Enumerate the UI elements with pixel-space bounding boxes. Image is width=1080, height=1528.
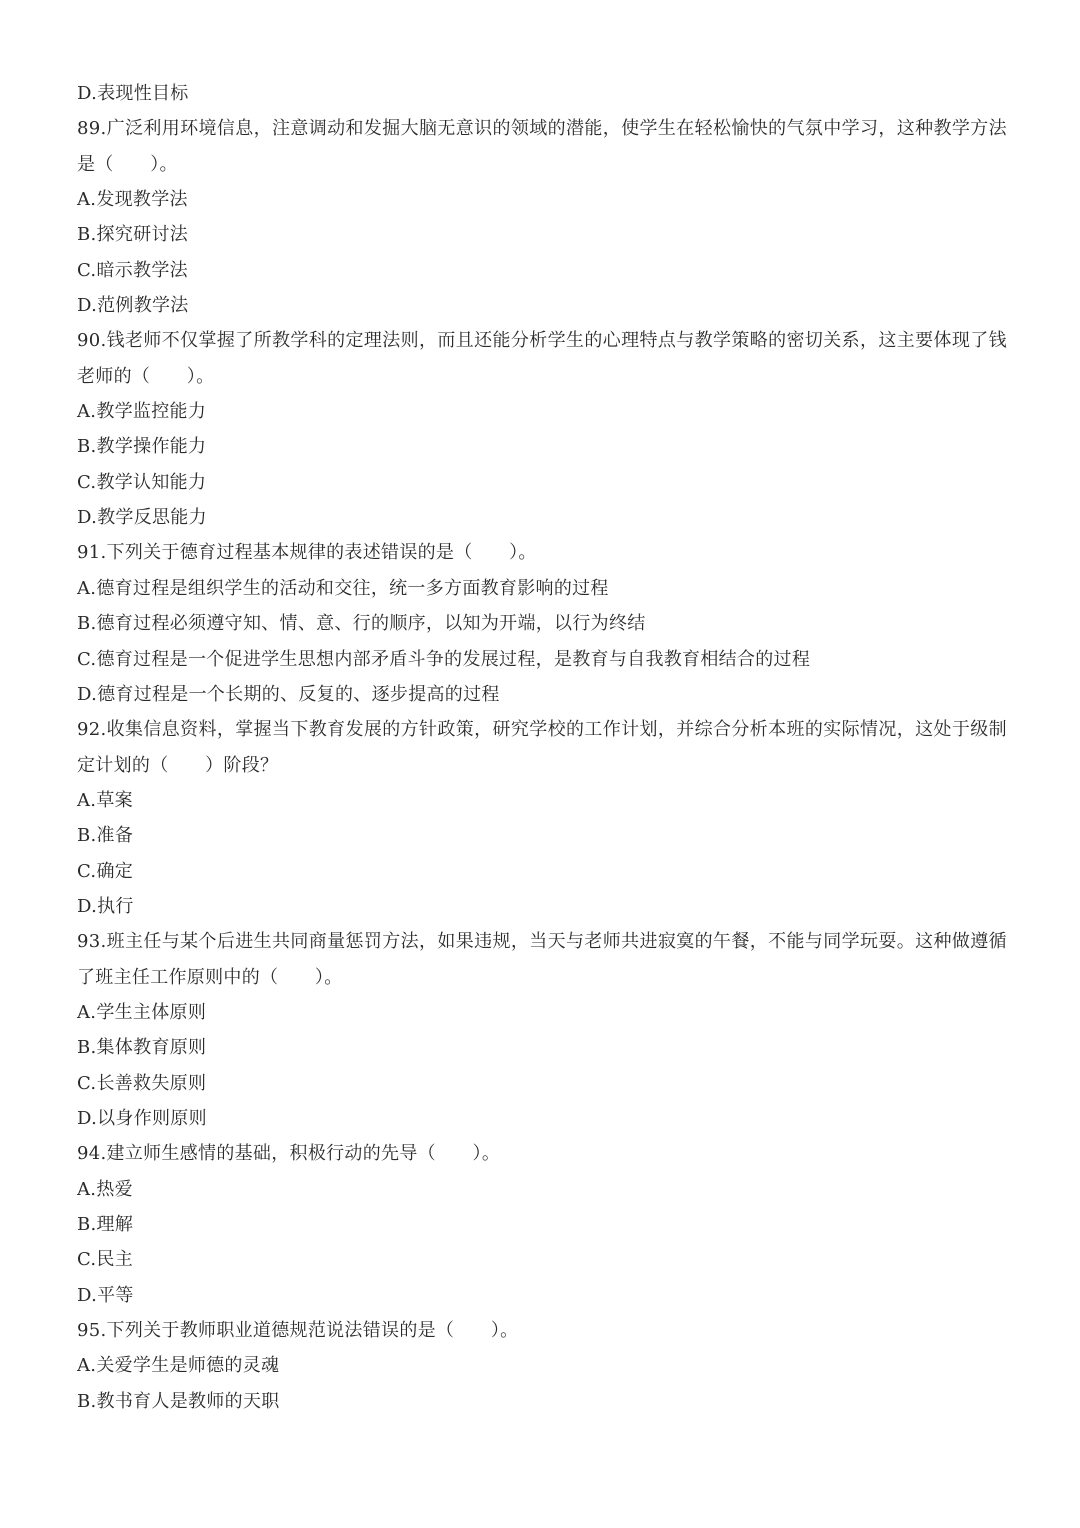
option-item: A.教学监控能力 <box>77 401 207 423</box>
question-block <box>77 712 1007 924</box>
question-stem: 91.下列关于德育过程基本规律的表述错误的是（ ）。 <box>77 542 537 564</box>
option-item: B.教学操作能力 <box>77 436 207 458</box>
question-block <box>77 111 1007 323</box>
question-block <box>77 1313 1007 1419</box>
option-item: A.关爱学生是师德的灵魂 <box>77 1355 280 1377</box>
question-stem: 92.收集信息资料，掌握当下教育发展的方针政策，研究学校的工作计划，并综合分析本班的实际情况，这处于级制定计划的（ ）阶段？ <box>77 719 1007 776</box>
question-stem: 89.广泛利用环境信息，注意调动和发掘大脑无意识的领域的潜能，使学生在轻松愉快的气氛中学习，这种教学方法是（ ）。 <box>77 118 1007 175</box>
question-block <box>77 924 1007 1136</box>
option-item: B.德育过程必须遵守知、情、意、行的顺序，以知为开端，以行为终结 <box>77 613 646 635</box>
option-item: A.热爱 <box>77 1178 133 1200</box>
option-item: C.德育过程是一个促进学生思想内部矛盾斗争的发展过程，是教育与自我教育相结合的过程 <box>77 648 811 670</box>
option-item: B.探究研讨法 <box>77 224 189 246</box>
question-stem: 95.下列关于教师职业道德规范说法错误的是（ ）。 <box>77 1320 519 1342</box>
option-item: D.以身作则原则 <box>77 1107 207 1129</box>
option-item: C.确定 <box>77 860 134 882</box>
question-block <box>77 323 1007 535</box>
option-item: B.教书育人是教师的天职 <box>77 1390 280 1412</box>
option-item: D.执行 <box>77 895 134 917</box>
option-item: D.表现性目标 <box>77 83 189 104</box>
option-item: C.民主 <box>77 1249 134 1271</box>
option-item: B.集体教育原则 <box>77 1037 207 1059</box>
option-item: C.暗示教学法 <box>77 259 188 281</box>
option-item: D.德育过程是一个长期的、反复的、逐步提高的过程 <box>77 683 500 705</box>
question-block <box>77 1136 1007 1313</box>
option-item: B.准备 <box>77 825 134 847</box>
question-stem: 90.钱老师不仅掌握了所教学科的定理法则，而且还能分析学生的心理特点与教学策略的密切关系，这主要体现了钱老师的（ ）。 <box>77 330 1007 387</box>
question-block <box>77 535 1007 712</box>
question-stem: 94.建立师生感情的基础，积极行动的先导（ ）。 <box>77 1143 501 1165</box>
option-item: A.发现教学法 <box>77 189 188 211</box>
option-item: A.学生主体原则 <box>77 1001 207 1023</box>
option-item: A.德育过程是组织学生的活动和交往，统一多方面教育影响的过程 <box>77 577 609 599</box>
option-item: A.草案 <box>77 789 133 811</box>
question-list <box>77 76 1007 1419</box>
option-item: D.范例教学法 <box>77 295 189 317</box>
option-item: C.教学认知能力 <box>77 471 207 493</box>
option-item: C.长善救失原则 <box>77 1072 207 1094</box>
question-stem: 93.班主任与某个后进生共同商量惩罚方法，如果违规，当天与老师共进寂寞的午餐，不能与同学玩耍。这种做遵循了班主任工作原则中的（ ）。 <box>77 931 1007 988</box>
option-item: B.理解 <box>77 1214 134 1235</box>
option-item: D.教学反思能力 <box>77 507 207 529</box>
option-item: D.平等 <box>77 1284 134 1306</box>
